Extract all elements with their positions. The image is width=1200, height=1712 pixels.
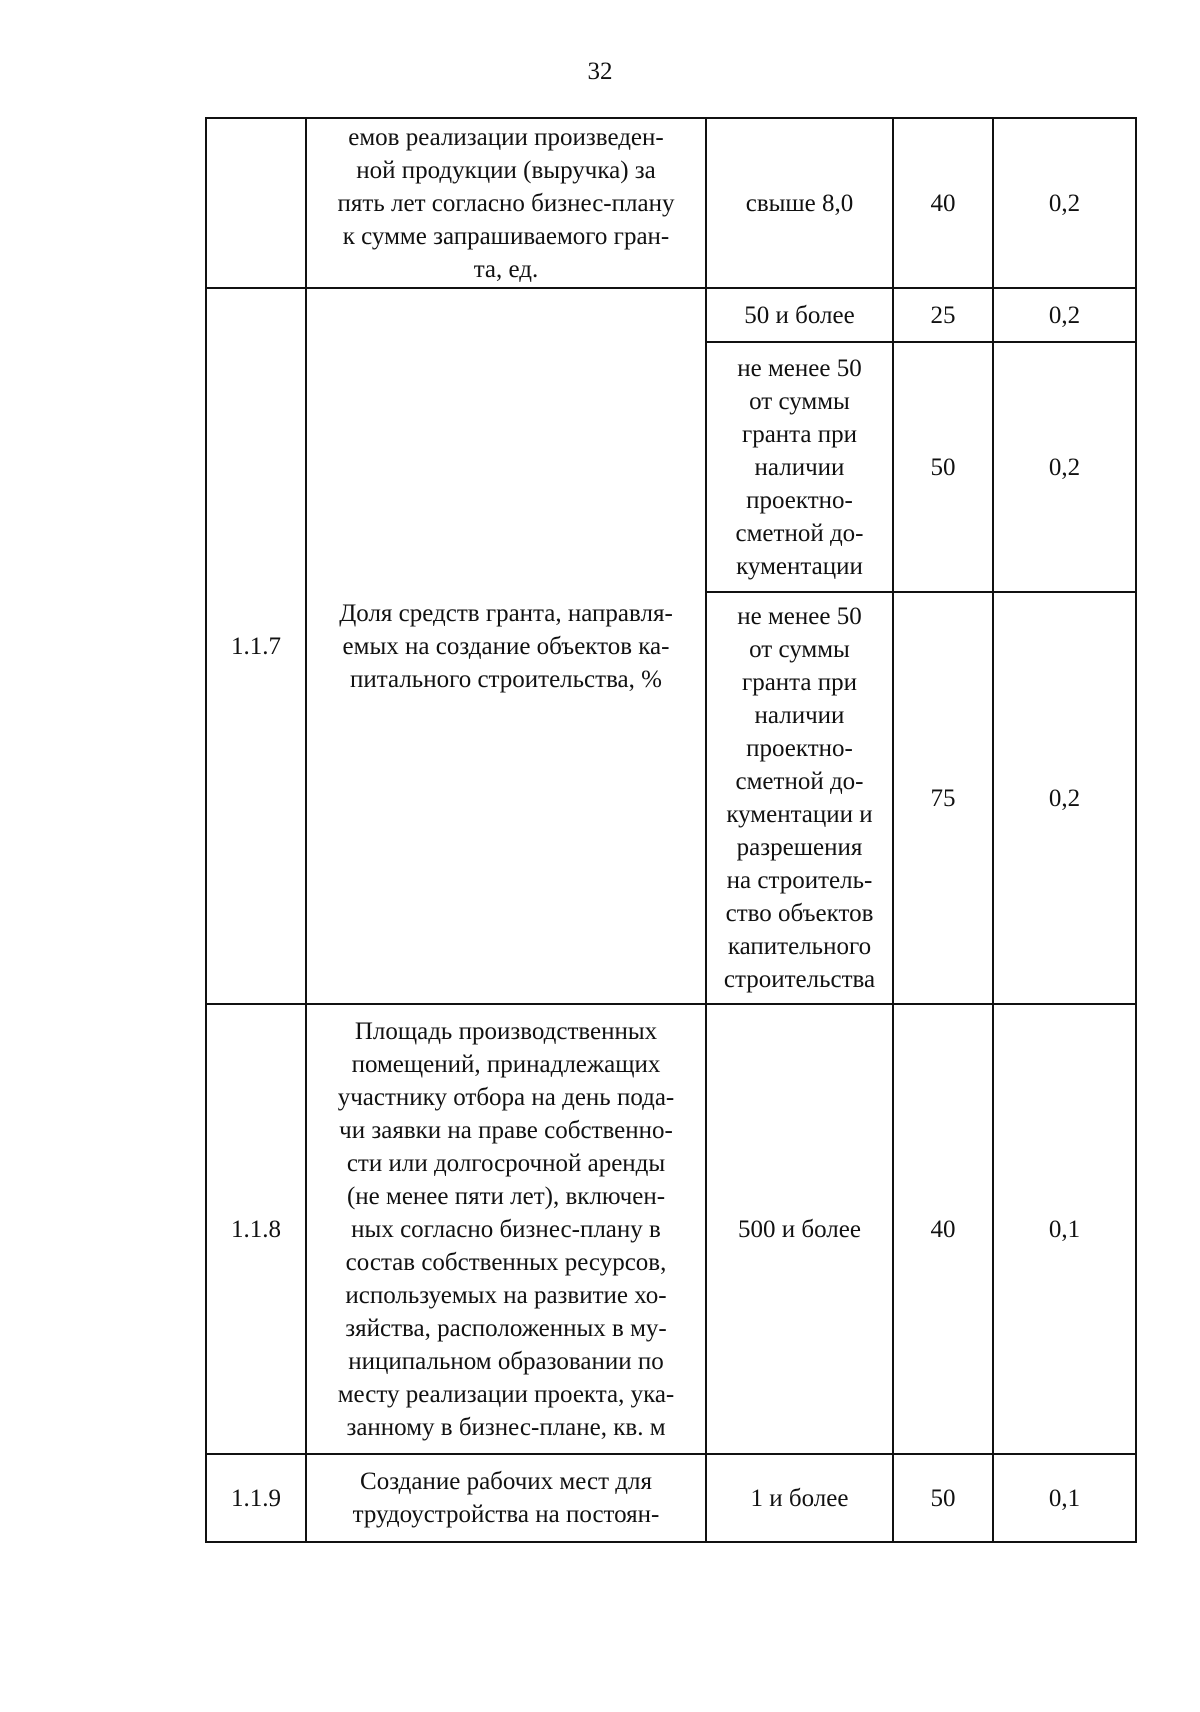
criterion-name-cell xyxy=(306,288,706,1004)
criterion-points-cell xyxy=(893,592,993,1004)
criterion-weight-cell xyxy=(993,118,1136,288)
criterion-value: не менее 50 от суммы гранта при наличии проектно- сметной до- кументации и разрешения на строитель- ство объектов капительного строительства xyxy=(723,603,876,993)
criterion-points-cell xyxy=(893,1004,993,1454)
criterion-points: 40 xyxy=(930,189,956,217)
criterion-value-cell xyxy=(706,1004,893,1454)
table-row xyxy=(206,1454,1136,1542)
criterion-name: Создание рабочих мест для трудоустройства на постоян- xyxy=(352,1468,660,1528)
criterion-weight: 0,1 xyxy=(1048,1215,1081,1243)
criterion-name-cell xyxy=(306,118,706,288)
criterion-number-cell xyxy=(206,1004,306,1454)
criterion-value-cell xyxy=(706,592,893,1004)
criterion-weight-cell xyxy=(993,288,1136,342)
criterion-value: 1 и более xyxy=(750,1484,849,1512)
criterion-weight: 0,1 xyxy=(1048,1484,1081,1512)
criterion-number-cell xyxy=(206,1454,306,1542)
criterion-weight-cell xyxy=(993,1004,1136,1454)
table-row xyxy=(206,118,1136,288)
table-row xyxy=(206,1004,1136,1454)
criteria-table xyxy=(205,117,1137,1543)
criterion-value: 50 и более xyxy=(744,301,855,329)
criterion-weight: 0,2 xyxy=(1048,301,1081,329)
criterion-weight: 0,2 xyxy=(1048,784,1081,812)
criterion-weight: 0,2 xyxy=(1048,453,1081,481)
criterion-value-cell xyxy=(706,288,893,342)
criterion-points-cell xyxy=(893,1454,993,1542)
criterion-weight-cell xyxy=(993,342,1136,592)
criterion-name-cell xyxy=(306,1004,706,1454)
criterion-value: свыше 8,0 xyxy=(745,189,854,217)
criterion-number: 1.1.9 xyxy=(231,1484,281,1512)
criterion-name: Площадь производственных помещений, принадлежащих участнику отбора на день пода- чи заявки на праве собственно- сти или долгосрочной аренды (не менее пяти лет), включен- ных согласно бизнес-плану в состав собственных ресурсов, используемых на развитие хо- зяйства, расположенных в му- ниципальном образовании по месту реализации проекта, ука- занному в бизнес-плане, кв. м xyxy=(337,1017,675,1441)
criterion-points: 75 xyxy=(930,784,956,812)
criterion-points-cell xyxy=(893,288,993,342)
criterion-number: 1.1.8 xyxy=(231,1215,281,1243)
criterion-points: 50 xyxy=(930,1484,956,1512)
criterion-points: 25 xyxy=(930,301,956,329)
criterion-number-cell xyxy=(206,288,306,1004)
criterion-name: Доля средств гранта, направля- емых на создание объектов ка- питального строительства, % xyxy=(339,599,673,693)
criterion-points: 50 xyxy=(930,453,956,481)
criterion-name: емов реализации произведен- ной продукции (выручка) за пять лет согласно бизнес-плану к сумме запрашиваемого гран- та, ед. xyxy=(337,123,675,283)
criterion-value-cell xyxy=(706,118,893,288)
criterion-points-cell xyxy=(893,118,993,288)
criterion-weight-cell xyxy=(993,1454,1136,1542)
criterion-number: 1.1.7 xyxy=(231,632,281,660)
criterion-weight: 0,2 xyxy=(1048,189,1081,217)
criterion-points: 40 xyxy=(930,1215,956,1243)
criterion-value-cell xyxy=(706,1454,893,1542)
criterion-value: не менее 50 от суммы гранта при наличии проектно- сметной до- кументации xyxy=(735,354,864,580)
criterion-points-cell xyxy=(893,342,993,592)
criterion-number-cell xyxy=(206,118,306,288)
criterion-name-cell xyxy=(306,1454,706,1542)
criterion-value-cell xyxy=(706,342,893,592)
page-number: 32 xyxy=(587,58,613,85)
criterion-weight-cell xyxy=(993,592,1136,1004)
table-row xyxy=(206,288,1136,342)
criterion-value: 500 и более xyxy=(738,1215,861,1243)
